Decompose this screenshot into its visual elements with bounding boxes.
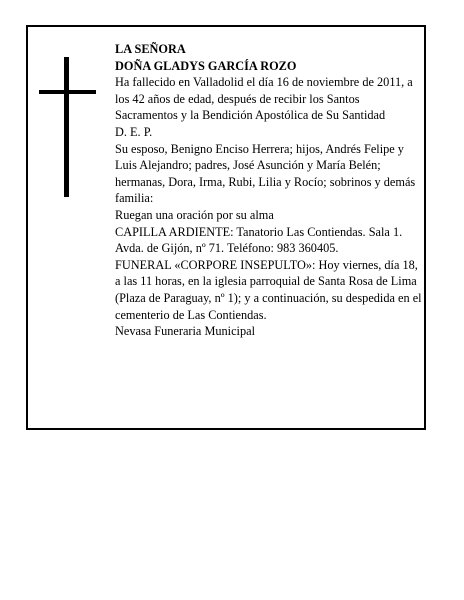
- funeral-home: Nevasa Funeraria Municipal: [115, 324, 255, 339]
- family-list: Su esposo, Benigno Enciso Herrera; hijos, Andrés Felipe y Luis Alejandro; padres, José Asunción y María Belén; hermanas, Dora, Irma, Rubi, Lilia y Rocío; sobrinos y demás familia:: [115, 141, 416, 206]
- deceased-name: DOÑA GLADYS GARCÍA ROZO: [115, 58, 297, 73]
- death-announcement: Ha fallecido en Valladolid el día 16 de noviembre de 2011, a los 42 años de edad, después de recibir los Santos Sacramentos y la Bendición Apostólica de Su Santidad: [115, 75, 413, 123]
- notice-text: [115, 41, 425, 340]
- rip-line: D. E. P.: [115, 124, 153, 139]
- obituary-notice: [26, 25, 426, 430]
- cross-icon: [39, 57, 96, 197]
- cross-vertical-bar: [64, 57, 69, 197]
- funeral-info: FUNERAL «CORPORE INSEPULTO»: Hoy viernes, día 18, a las 11 horas, en la iglesia parroquial de Santa Rosa de Lima (Plaza de Paraguay, nº 1); y a continuación, su despedida en el cementerio de Las Contiendas.: [115, 257, 422, 322]
- notice-title: LA SEÑORA: [115, 42, 186, 56]
- chapel-info: CAPILLA ARDIENTE: Tanatorio Las Contiendas. Sala 1. Avda. de Gijón, nº 71. Teléfono: 983 360405.: [115, 224, 403, 256]
- prayer-request: Ruegan una oración por su alma: [115, 207, 274, 222]
- cross-horizontal-bar: [39, 90, 96, 94]
